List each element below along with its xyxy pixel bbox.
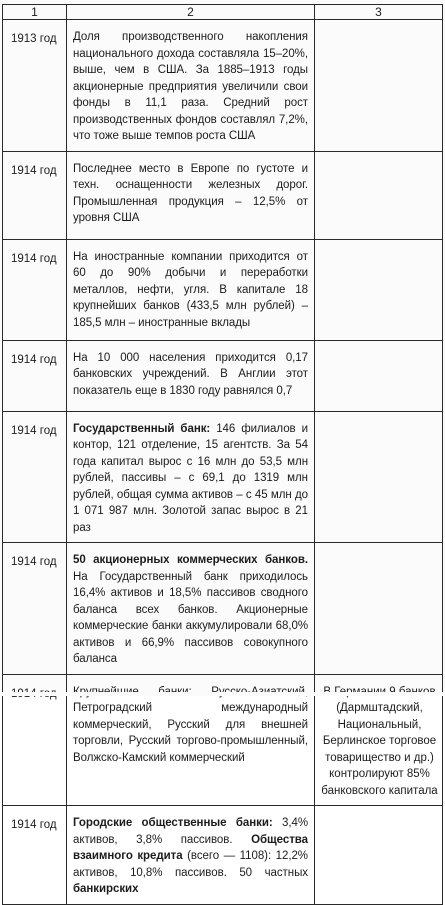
year-cell: 1914 год — [3, 340, 67, 411]
year-cell: 1914 год — [3, 806, 67, 905]
note-cell — [315, 239, 443, 340]
table-row — [3, 20, 443, 152]
description-cell — [67, 806, 315, 905]
text-segment: На 10 000 населения приходится 0,17 банковских учреждений. В Англии этот показатель еще в 1830 году равнялся 0,7 — [73, 351, 308, 397]
description-cell — [67, 411, 315, 543]
description-cell — [67, 340, 315, 411]
note-cell — [315, 543, 443, 675]
text-segment: (всего — 1108): 12,2% активов, 10,8% пассивов. 50 частных — [73, 850, 308, 879]
note-cell — [315, 340, 443, 411]
note-cell — [315, 151, 443, 239]
text-segment: На Государственный банк приходилось 16,4% активов и 18,5% пассивов сводного баланса всех банков. Акционерные коммерческие банки аккумулировали 68,0% активов и 66,9% пассивов совокупного баланса — [73, 570, 308, 665]
description-cell — [67, 20, 315, 152]
note-cell — [315, 20, 443, 152]
column-header-1: 1 — [3, 5, 67, 20]
note-cell: (Дармштадский, Национальный, Берлинское торговое товарищество и др.) контролируют 85% банковского капитала — [315, 674, 443, 806]
description-cell — [67, 151, 315, 239]
text-segment: 3,4% активов, 3,8% пассивов. — [73, 817, 308, 846]
table-row — [3, 806, 443, 905]
table-row — [3, 411, 443, 543]
text-segment: 146 филиалов и контор, 121 отделение, 15 агентств. За 54 года капитал вырос с 16 млн до 53,5 млн рублей, пассивы – с 69,1 до 1319 млн рублей, общая сумма активов – с 45 млн до 1 071 987 млн. Золотой запас вырос в 21 раз — [73, 422, 308, 534]
note-cell — [315, 411, 443, 543]
table-row — [3, 543, 443, 675]
history-table — [2, 4, 443, 905]
bold-term: Общества взаимного кредита — [73, 833, 308, 862]
table-header — [3, 5, 443, 20]
text-segment: Доля производственного накопления национального дохода составляла 15–20%, выше, чем в США. За 1885–1913 годы акционерные предприятия увеличили свои фонды в 11,1 раза. Средний рост производственных фондов составлял 7,2%, что тоже выше темпов роста США — [73, 31, 308, 142]
description-cell — [67, 239, 315, 340]
year-cell: 1913 год — [3, 20, 67, 152]
text-segment: Петроградский международный коммерческий, Русский для внешней торговли, Русский торгово-промышленный, Волжско-Камский коммерческий — [73, 702, 308, 764]
column-header-2: 2 — [67, 5, 315, 20]
year-cell: 1914 год — [3, 239, 67, 340]
note-cell — [315, 806, 443, 905]
page-bottom-edge — [0, 692, 445, 696]
bold-term: банкирских — [73, 883, 139, 895]
bold-term: 50 акционерных коммерческих банков. — [73, 554, 308, 566]
column-header-3: 3 — [315, 5, 443, 20]
text-segment: На иностранные компании приходится от 60 до 90% добычи и переработки металлов, нефти, угля. В капитале 18 крупнейших банков (433,5 млн рублей) – 185,5 млн – иностранные вклады — [73, 250, 308, 329]
bold-term: Городские общественные банки: — [73, 817, 273, 829]
table-row — [3, 151, 443, 239]
table-row — [3, 340, 443, 411]
year-cell: 1914 год — [3, 411, 67, 543]
description-cell — [67, 543, 315, 675]
table-row — [3, 239, 443, 340]
year-cell: 1914 год — [3, 151, 67, 239]
bold-term: Государственный банк: — [73, 422, 211, 435]
year-cell: 1914 год — [3, 543, 67, 675]
text-segment: Последнее место в Европе по густоте и техн. оснащенности железных дорог. Промышленная продукция – 12,5% от уровня США — [73, 162, 308, 224]
